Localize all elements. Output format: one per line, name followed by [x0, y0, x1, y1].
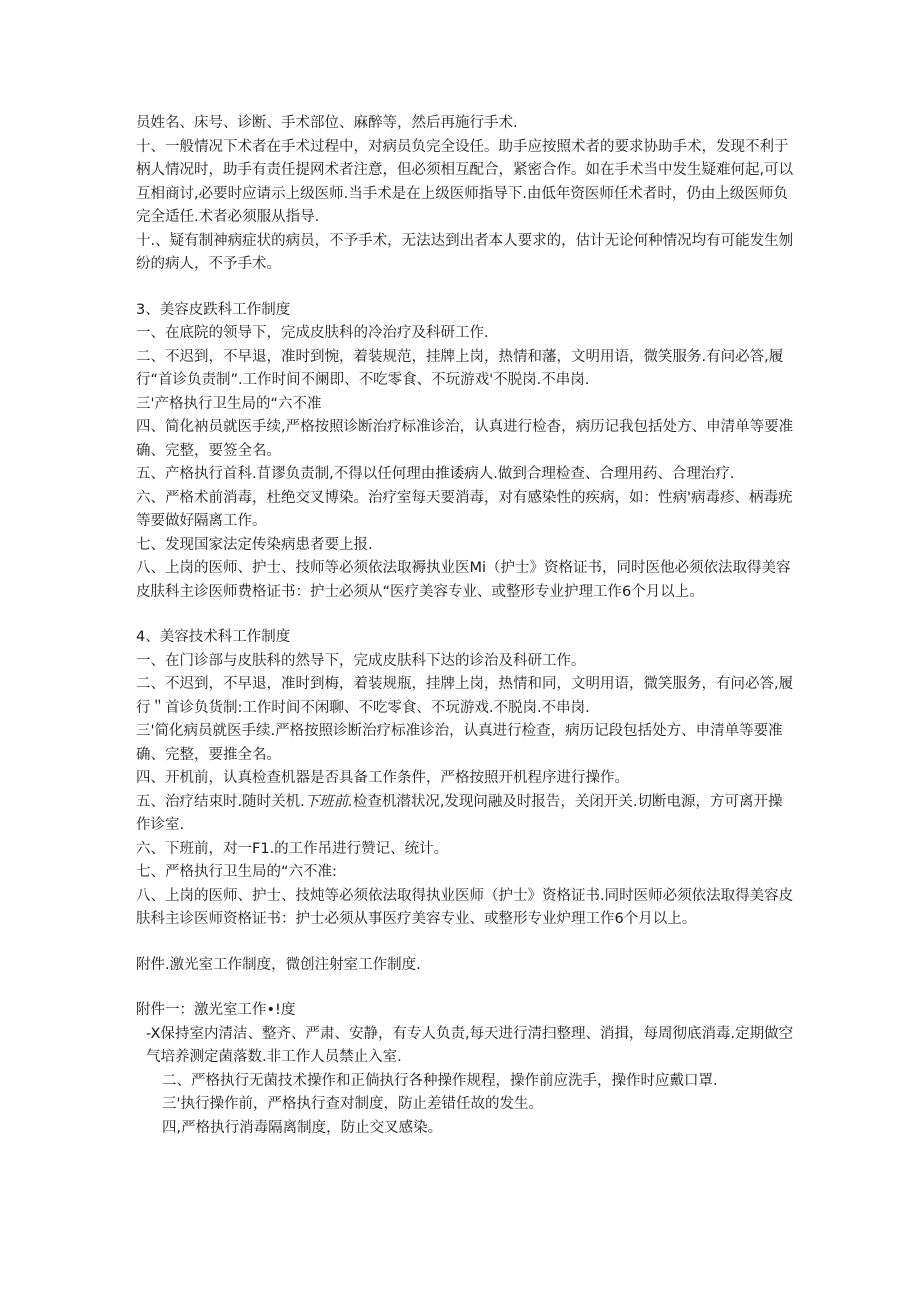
paragraph: 五、产格执行首科.苜谬负责制,不得以任何理由推诿病人.做到合理检查、合理用药、合理治疗.: [136, 466, 735, 482]
paragraph: 十.、疑有制神病症状的病员，不予手术，无法达到出者本人要求的，估计无论何种情况均有可能发生刎纷的病人，不予手术。: [136, 232, 794, 272]
text-run: 检查机潜状况,发现问融及时报告，关闭开关.切断电源，方可离开操作诊室.: [136, 793, 783, 833]
paragraph: 二、严格执行无菌技术操作和正倘执行各种操作规程，操作前应洗手，操作时应戴口罩.: [162, 1072, 718, 1089]
paragraph: 六、严格术前消毒，杜绝交叉博染。治疗室每天要消毒，对有感染性的疾病，如：性病'病毒疹、柄毒疣等要做好隔离工作。: [136, 489, 793, 529]
attachment-note: 附件.激光室工作制度，微创注射室工作制度.: [136, 956, 421, 973]
paragraph: 三'产格执行卫生局的“六不准: [136, 395, 322, 412]
section-title: 附件一：激光室工作•!度: [136, 1002, 296, 1018]
section-4: [136, 626, 796, 932]
section-title: 3、美容皮跌科工作制度: [136, 301, 291, 318]
paragraph: -X保持室内清洁、整齐、严肃、安静，有专人负责,每天进行清扫整理、消揖，每周彻底消毒.定期做空气培养测定菌落数.非工作人员禁止入室.: [146, 1025, 794, 1065]
paragraph: 七、严格执行卫生局的“六不准:: [136, 864, 337, 880]
paragraph: 八、上岗的医师、护士、技炖等必须依法取得执业医师（护士》资格证书.同时医师必须依法取得美容皮肤科主诊医师资格证书：护士必须从事医疗美容专业、或整形专业炉理工作6个月以上。: [136, 887, 794, 927]
paragraph: 十、一般情况下术者在手术过程中，对病员负完全设任。助手应按照术者的要求协助手术，发现不利于柄人情况时，助手有责任提网术者注意，但必须相互配合，紧密合作。如在手术当中发生疑难何起,可以互相商讨,必要时应请示上级医师.当手术是在上级医师指导下.由低年资医师任术者时，仍由上级医师负完全适任.术者必须服从指导.: [136, 138, 794, 225]
paragraph: 二、不迟到，不早退，准时到梅，着装规瓶，挂牌上岗，热情和同，文明用语，微笑服务，有问必答,履行＂首诊负货制:工作时间不闲聊、不吃零食、不玩游戏.不脱岗.不串岗.: [136, 676, 794, 716]
document-page: [136, 112, 796, 1140]
paragraph: [136, 791, 796, 838]
paragraph: 八、上岗的医师、护士、技师等必须依法取褥执业医Mi（护士》资格证书，同时医他必须依法取得美容皮肤科主诊医师费格证书：护士必须从“医疗美容专业、或整形专业护理工作6个月以上。: [136, 560, 791, 600]
section-3: [136, 299, 796, 605]
paragraph: 三'执行操作前，严格执行查对制度，防止差错任故的发生。: [162, 1096, 543, 1112]
paragraph: 三'简化病员就医手续.严格按照诊断治疗标准诊治，认真进行检查，病历记段包括处方、申清单等要准确、完整，要推全名。: [136, 723, 783, 763]
paragraph: 一、在底院的领导下，完成皮肤科的冷治疗及科研工作.: [136, 325, 489, 341]
paragraph: 四,严格执行消毒隔离制度，防止交叉感染。: [162, 1119, 443, 1136]
paragraph: 四、开机前，认真检查机器是否具备工作条件，严格按照开机程序进行操作。: [136, 770, 629, 786]
italic-text-run: 下班前.: [304, 793, 353, 810]
previous-section: [136, 112, 796, 277]
text-run: 五、治疗结束时.随时关机.: [136, 793, 305, 810]
paragraph: 员姓名、床号、诊断、手术部位、麻醉等，然后再施行手术.: [136, 115, 518, 131]
paragraph: 二、不迟到，不早退，准时到惋，着装规范，挂牌上岗，热情和藩，文明用语，微笑服务.有问必答,履行“首诊负责制”.工作时间不阑即、不吃零食、不玩游戏'不脱岗.不串岗.: [136, 348, 784, 388]
paragraph: 六、下班前，对一F1.的工作吊进行赞记、统计。: [136, 840, 449, 857]
paragraph: 一、在门诊部与皮肤科的然导下，完成皮肤科下达的诊治及科研工作。: [136, 652, 586, 669]
attachment-1: [136, 999, 796, 1140]
paragraph: 四、简化衲员就医手续,严格按照诊断治疗标准诊治，认真进行检杳，病历记我包括处方、申清单等要准确、完整，要签全名。: [136, 419, 794, 459]
section-title: 4、美容技术科工作制度: [136, 629, 291, 645]
paragraph: 七、发现国家法定传染病患者要上报.: [136, 536, 373, 553]
